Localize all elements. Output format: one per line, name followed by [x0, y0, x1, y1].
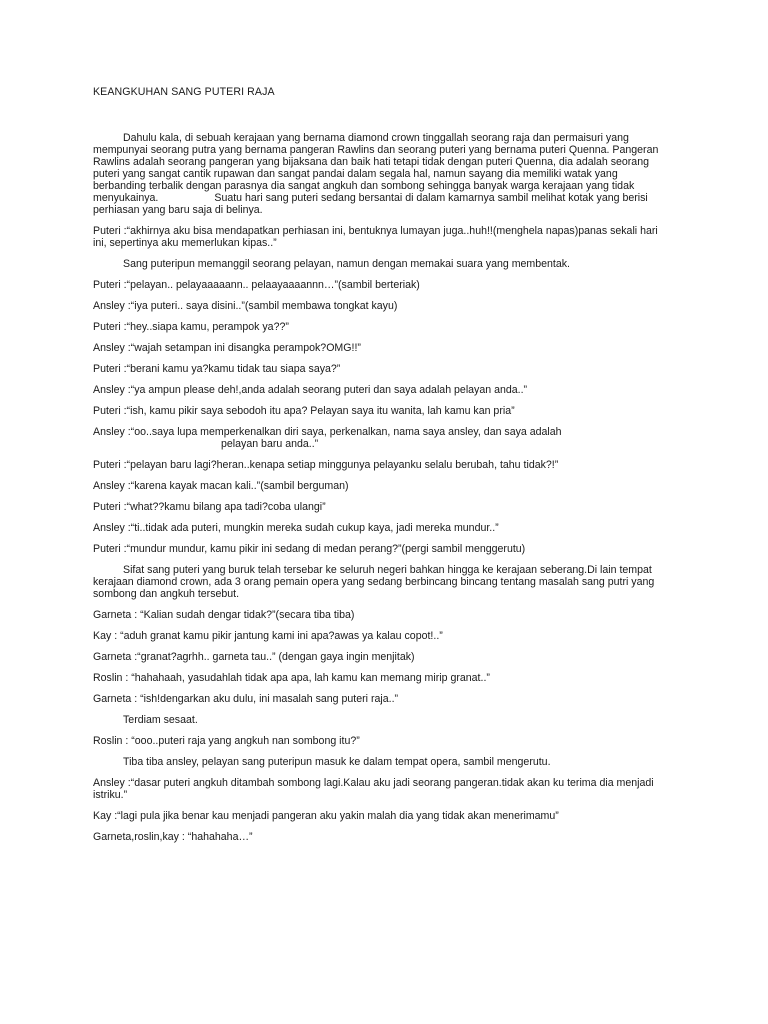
dialogue-line: Ansley :“karena kayak macan kali..”(sambil berguman): [93, 480, 349, 492]
dialogue-line: Garneta : “ish!dengarkan aku dulu, ini masalah sang puteri raja..”: [93, 693, 399, 705]
dialogue-line: [93, 426, 668, 450]
dialogue-line: Puteri :“pelayan baru lagi?heran..kenapa setiap minggunya pelayanku selalu berubah, tahu tidak?!”: [93, 459, 559, 471]
dialogue-line: Garneta,roslin,kay : “hahahaha…”: [93, 831, 253, 843]
dialogue-line: Puteri :“hey..siapa kamu, perampok ya??”: [93, 321, 289, 333]
dialogue-line: Ansley :“dasar puteri angkuh ditambah sombong lagi.Kalau aku jadi seorang pangeran.tidak akan ku terima dia menjadi istriku.”: [93, 777, 654, 801]
dialogue-line: Roslin : “ooo..puteri raja yang angkuh nan sombong itu?”: [93, 735, 360, 747]
dialogue-line: Puteri :“akhirnya aku bisa mendapatkan perhiasan ini, bentuknya lumayan juga..huh!!(menghela napas)panas sekali hari ini, sepertinya aku memerlukan kipas..”: [93, 225, 658, 249]
dialogue-line: Garneta :“granat?agrhh.. garneta tau..” (dengan gaya ingin menjitak): [93, 651, 415, 663]
intro-text-part-2: Suatu hari sang puteri sedang bersantai di dalam kamarnya sambil melihat kotak yang berisi perhiasan yang baru saja di belinya.: [93, 192, 648, 216]
dialogue-line: Ansley :“wajah setampan ini disangka perampok?OMG!!”: [93, 342, 361, 354]
dialogue-line: Ansley :“ya ampun please deh!,anda adalah seorang puteri dan saya adalah pelayan anda..”: [93, 384, 528, 396]
dialogue-line: Puteri :“berani kamu ya?kamu tidak tau siapa saya?”: [93, 363, 341, 375]
dialogue-line: Puteri :“ish, kamu pikir saya sebodoh itu apa? Pelayan saya itu wanita, lah kamu kan pria”: [93, 405, 515, 417]
narration-line: Sang puteripun memanggil seorang pelayan, namun dengan memakai suara yang membentak.: [123, 258, 570, 270]
dialogue-line: Puteri :“what??kamu bilang apa tadi?coba ulangi”: [93, 501, 326, 513]
narration-line: Terdiam sesaat.: [123, 714, 198, 726]
document-title: KEANGKUHAN SANG PUTERI RAJA: [93, 86, 275, 98]
narration-paragraph: Sifat sang puteri yang buruk telah tersebar ke seluruh negeri bahkan hingga ke kerajaan seberang.Di lain tempat kerajaan diamond crown, ada 3 orang pemain opera yang sedang berbincang bincang tentang masalah sang putri yang sombong dan angkuh tersebut.: [93, 564, 655, 600]
dialogue-line: Ansley :“ti..tidak ada puteri, mungkin mereka sudah cukup kaya, jadi mereka mundur..”: [93, 522, 499, 534]
dialogue-line: Puteri :“mundur mundur, kamu pikir ini sedang di medan perang?”(pergi sambil menggerutu): [93, 543, 526, 555]
intro-paragraph: [93, 132, 668, 216]
dialogue-line: Kay : “aduh granat kamu pikir jantung kami ini apa?awas ya kalau copot!..”: [93, 630, 443, 642]
dialogue-text-part-1: Ansley :“oo..saya lupa memperkenalkan diri saya, perkenalkan, nama saya ansley, dan saya adalah: [93, 426, 562, 438]
narration-line: Tiba tiba ansley, pelayan sang puteripun masuk ke dalam tempat opera, sambil mengerutu.: [123, 756, 551, 768]
dialogue-line: Puteri :“pelayan.. pelayaaaaann.. pelaayaaaannn…”(sambil berteriak): [93, 279, 420, 291]
dialogue-line: Garneta : “Kalian sudah dengar tidak?”(secara tiba tiba): [93, 609, 355, 621]
dialogue-line: Kay :“lagi pula jika benar kau menjadi pangeran aku yakin malah dia yang tidak akan menerimamu”: [93, 810, 559, 822]
intro-text-part-1: Dahulu kala, di sebuah kerajaan yang bernama diamond crown tinggallah seorang raja dan permaisuri yang mempunyai seorang putra yang bernama pangeran Rawlins dan seorang puteri yang bernama puteri Quenna. Pangeran Rawlins adalah seorang pangeran yang bijaksana dan baik hati tetapi tidak dengan puteri Quenna, dia adalah seorang puteri yang sangat cantik rupawan dan sangat pandai dalam segala hal, namun sayang dia memiliki watak yang berbanding terbalik dengan parasnya dia sangat angkuh dan sombong sehingga banyak warga kerajaan yang tidak menyukainya.: [93, 132, 659, 204]
dialogue-text-part-2: pelayan baru anda..”: [221, 438, 319, 450]
dialogue-line: Ansley :“iya puteri.. saya disini..”(sambil membawa tongkat kayu): [93, 300, 398, 312]
dialogue-line: Roslin : “hahahaah, yasudahlah tidak apa apa, lah kamu kan memang mirip granat..”: [93, 672, 490, 684]
